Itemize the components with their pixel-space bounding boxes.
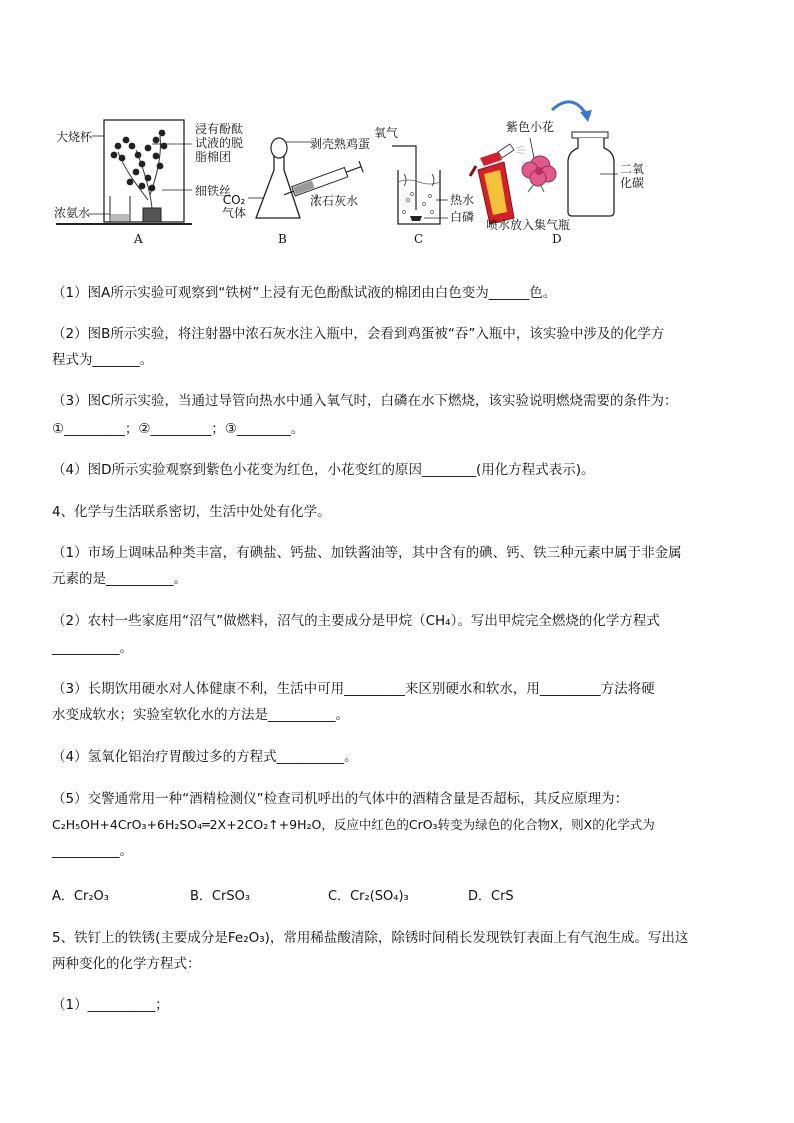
q4-part5-line2: C₂H₅OH+4CrO₃+6H₂SO₄═2X+2CO₂↑+9H₂O，反应中红色的CrO₃转变为绿色的化合物X，则X的化学式为 (52, 817, 655, 832)
beaker-label: 大烧杯 (56, 130, 93, 144)
caption-c: C (414, 232, 424, 246)
q3-part1: （1）图A所示实验可观察到“铁树”上浸有无色酚酞试液的棉团由白色变为______色。 (52, 285, 557, 301)
hotwater-label: 热水 (450, 193, 475, 207)
purple-flower-icon (522, 156, 556, 192)
cotton-label-line: 试液的脱 (195, 136, 244, 150)
option-d: D．CrS (468, 889, 514, 904)
egg-label: 剥壳熟鸡蛋 (310, 137, 371, 151)
q4-part1-line2: 元素的是__________。 (52, 571, 187, 587)
bottle-label-line: 化碳 (620, 176, 645, 190)
q4-part5-line3: __________。 (52, 843, 133, 859)
q3-part3-line1: （3）图C所示实验，当通过导管向热水中通入氧气时，白磷在水下燃烧，该实验说明燃烧需要的条件为： (52, 393, 678, 409)
gas-bottle-icon (568, 132, 618, 216)
co2-label-line: 气体 (222, 206, 247, 220)
action-label: 喷水放入集气瓶 (486, 218, 571, 232)
flower-label: 紫色小花 (506, 120, 555, 134)
q5-stem-line1: 5、铁钉上的铁锈(主要成分是Fe₂O₃)，常用稀盐酸清除，除锈时间稍长发现铁钉表面上有气泡生成。写出这 (52, 930, 689, 946)
oxygen-label: 氧气 (374, 126, 399, 140)
ammonia-label: 浓氨水 (54, 206, 91, 220)
bottle-label (620, 162, 644, 190)
q4-part4: （4）氢氧化铝治疗胃酸过多的方程式__________。 (52, 749, 358, 765)
caption-d: D (552, 232, 562, 246)
q4-stem: 4、化学与生活联系密切，生活中处处有化学。 (52, 504, 331, 520)
q5-part1: （1）__________； (52, 997, 169, 1013)
phosphorus-label: 白磷 (450, 210, 475, 224)
q4-part2-line2: __________。 (52, 640, 133, 656)
caption-b: B (278, 232, 287, 246)
cotton-label-line: 浸有酚酞 (195, 122, 244, 136)
q4-part3-line1: （3）长期饮用硬水对人体健康不利，生活中可用_________来区别硬水和软水，用_________方法将硬 (52, 681, 655, 697)
q3-part2-line1: （2）图B所示实验，将注射器中浓石灰水注入瓶中，会看到鸡蛋被“吞”入瓶中，该实验中涉及的化学方 (52, 326, 665, 342)
caption-a: A (134, 232, 143, 246)
q4-part1-line1: （1）市场上调味品种类丰富，有碘盐、钙盐、加铁酱油等，其中含有的碘、钙、铁三种元素中属于非金属 (52, 545, 682, 561)
spray-bottle-icon (470, 144, 514, 224)
wire-label: 细铁丝 (195, 184, 232, 198)
q4-part3-line2: 水变成软水；实验室软化水的方法是__________。 (52, 707, 349, 723)
co2-label-line: CO₂ (222, 193, 246, 207)
q5-stem-line2: 两种变化的化学方程式： (52, 956, 201, 972)
q4-part2-line1: （2）农村一些家庭用“沼气”做燃料，沼气的主要成分是甲烷（CH₄）。写出甲烷完全燃烧的化学方程式 (52, 613, 660, 629)
option-a: A．Cr₂O₃ (52, 889, 109, 904)
limewater-label: 浓石灰水 (310, 194, 359, 208)
option-c: C．Cr₂(SO₄)₃ (328, 889, 409, 904)
q4-part5-line1: （5）交警通常用一种“酒精检测仪”检查司机呼出的气体中的酒精含量是否超标，其反应原理为： (52, 791, 629, 807)
figure-d-drawing (52, 100, 652, 235)
bottle-label-line: 二氧 (620, 162, 645, 176)
q3-part2-line2: 程式为_______。 (52, 352, 154, 368)
option-b: B．CrSO₃ (190, 889, 251, 904)
experiment-figure (52, 100, 645, 250)
q3-part3-line2: ①_________；②_________；③________。 (52, 421, 305, 437)
q3-part4: （4）图D所示实验观察到紫色小花变为红色，小花变红的原因________(用化方程式表示)。 (52, 462, 595, 478)
cotton-label-line: 脂棉团 (195, 150, 232, 164)
